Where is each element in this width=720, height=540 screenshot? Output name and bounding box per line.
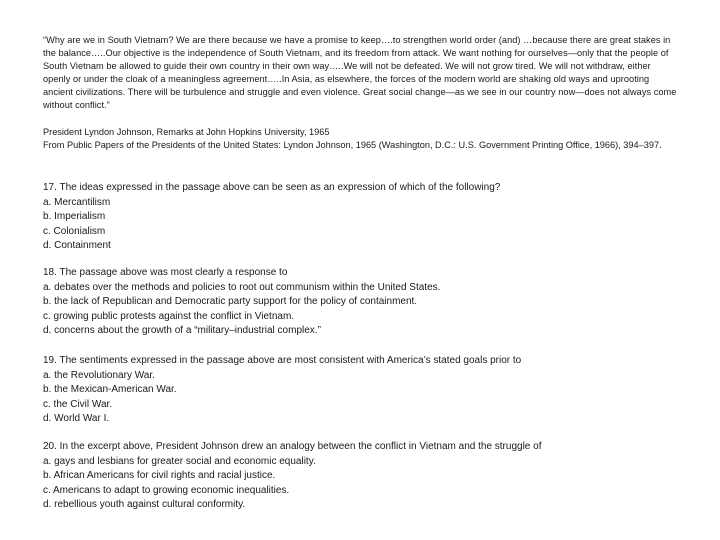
answer-option-c[interactable]: c. growing public protests against the conflict in Vietnam. [43,310,295,322]
answer-option-d[interactable]: d. concerns about the growth of a “military–industrial complex.” [43,325,321,337]
answer-option-d[interactable]: d. Containment [43,240,111,252]
question-stem: 19. The sentiments expressed in the passage above are most consistent with America’s stated goals prior to [43,355,522,366]
answer-option-c[interactable]: c. Americans to adapt to growing economic inequalities. [43,484,290,496]
answer-option-c[interactable]: c. Colonialism [43,225,106,237]
passage-citation: From Public Papers of the Presidents of the United States: Lyndon Johnson, 1965 (Washington, D.C.: U.S. Government Printing Office, 1966), 394–397. [43,140,662,150]
answer-option-a[interactable]: a. gays and lesbians for greater social and economic equality. [43,455,316,467]
passage-quote: “Why are we in South Vietnam? We are there because we have a promise to keep….to strengthen world order (and) …because there are great stakes in the balance…..Our objective is the independence of South Vietnam, and its freedom from attack. We want nothing for ourselves—only that the people of South Vietnam be allowed to guide their own country in their own way…..We will not be defeated. We will not grow tired. We will not withdraw, either openly or under the cloak of a meaningless agreement…..In Asia, as elsewhere, the forces of the modern world are shaking old ways and uprooting ancient civilizations. There will be turbulence and struggle and even violence. Great social change—as we see in our country now—does not always come without conflict.” [43,35,677,110]
answer-option-d[interactable]: d. rebellious youth against cultural conformity. [43,499,246,511]
answer-option-b[interactable]: b. the Mexican-American War. [43,384,177,396]
question-stem: 17. The ideas expressed in the passage above can be seen as an expression of which of the following? [43,182,501,193]
answer-option-a[interactable]: a. Mercantilism [43,196,111,208]
question-17 [43,181,683,254]
passage-attribution: President Lyndon Johnson, Remarks at John Hopkins University, 1965 [43,127,330,137]
answer-option-a[interactable]: a. the Revolutionary War. [43,369,155,381]
question-20 [43,440,683,513]
answer-option-b[interactable]: b. Imperialism [43,211,106,223]
answer-option-d[interactable]: d. World War I. [43,413,110,425]
question-stem: 20. In the excerpt above, President Johnson drew an analogy between the conflict in Vietnam and the struggle of [43,441,542,452]
answer-option-c[interactable]: c. the Civil War. [43,398,113,410]
answer-option-a[interactable]: a. debates over the methods and policies to root out communism within the United States. [43,281,441,293]
answer-option-b[interactable]: b. the lack of Republican and Democratic party support for the policy of containment. [43,296,418,308]
question-stem: 18. The passage above was most clearly a response to [43,267,288,278]
passage-source-block [43,126,679,152]
answer-option-b[interactable]: b. African Americans for civil rights and racial justice. [43,470,276,482]
question-18 [43,266,683,339]
question-19 [43,354,683,427]
